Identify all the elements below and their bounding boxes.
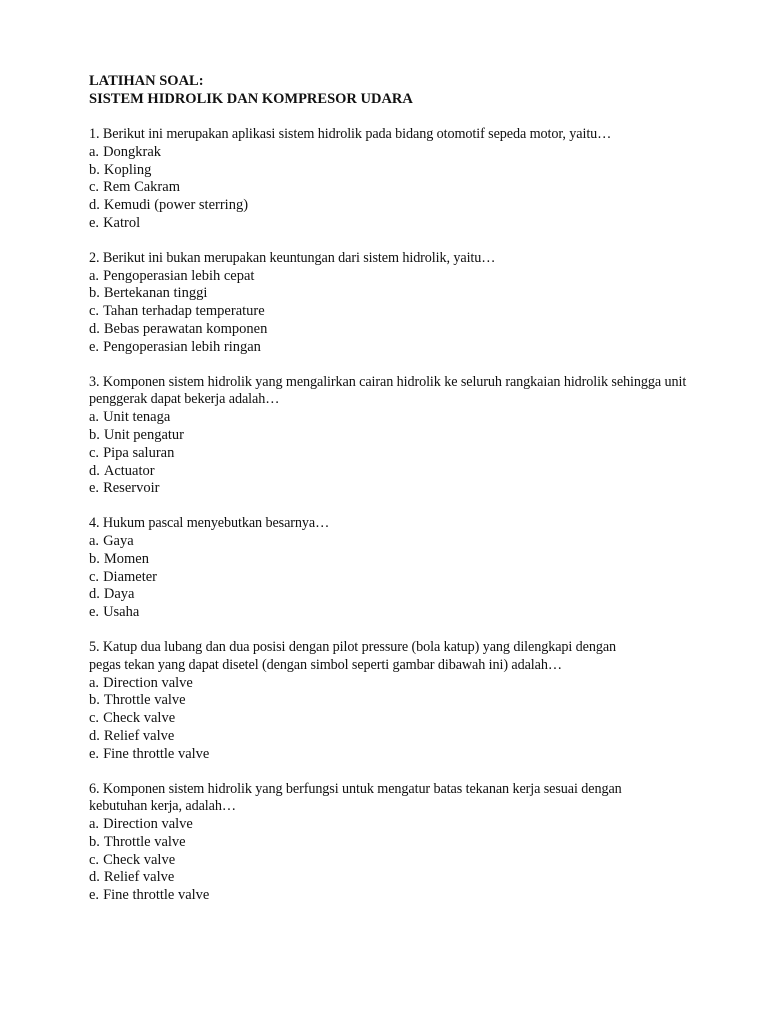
option-letter: c. xyxy=(89,851,100,868)
option-text: Relief valve xyxy=(103,869,175,886)
option-text: Rem Cakram xyxy=(103,179,180,196)
option-letter: b. xyxy=(89,833,100,850)
option-text: Gaya xyxy=(103,532,134,549)
option-text: Usaha xyxy=(103,604,140,621)
question-6-option-d xyxy=(89,869,729,887)
question-1-text: 1. Berikut ini merupakan aplikasi sistem hidrolik pada bidang otomotif sepeda motor, yaitu… xyxy=(89,126,612,142)
question-1-option-c xyxy=(89,179,729,197)
option-text: Katrol xyxy=(103,214,141,231)
question-2-text: 2. Berikut ini bukan merupakan keuntungan dari sistem hidrolik, yaitu… xyxy=(89,249,496,266)
option-letter: b. xyxy=(89,161,100,178)
option-letter: b. xyxy=(89,426,100,443)
option-text: Fine throttle valve xyxy=(103,887,210,904)
option-letter: d. xyxy=(89,586,100,603)
option-text: Kemudi (power sterring) xyxy=(103,197,249,214)
option-letter: e. xyxy=(89,338,100,355)
option-text: Daya xyxy=(103,586,135,603)
option-letter: a. xyxy=(89,267,100,284)
question-4-option-c xyxy=(89,569,729,587)
option-letter: a. xyxy=(89,143,100,160)
option-letter: e. xyxy=(89,480,100,497)
document-title-line-2: SISTEM HIDROLIK DAN KOMPRESOR UDARA xyxy=(89,91,413,107)
option-letter: e. xyxy=(89,214,100,231)
question-6-text: 6. Komponen sistem hidrolik yang berfungsi untuk mengatur batas tekanan kerja sesuai dengan kebutuhan kerja, adalah… xyxy=(89,780,622,815)
option-text: Relief valve xyxy=(103,727,175,744)
option-text: Unit pengatur xyxy=(103,426,185,443)
option-letter: c. xyxy=(89,444,100,461)
question-1 xyxy=(89,126,729,233)
question-3-option-b xyxy=(89,427,729,445)
option-text: Kopling xyxy=(103,161,152,178)
option-text: Actuator xyxy=(103,462,155,479)
option-letter: c. xyxy=(89,568,100,585)
option-text: Direction valve xyxy=(103,816,193,833)
question-2-option-a xyxy=(89,268,729,286)
question-3-option-c xyxy=(89,445,729,463)
option-text: Unit tenaga xyxy=(103,409,171,426)
option-letter: e. xyxy=(89,604,100,621)
option-letter: e. xyxy=(89,745,100,762)
question-2-option-e xyxy=(89,339,729,357)
option-letter: b. xyxy=(89,285,100,302)
question-4-option-b xyxy=(89,551,729,569)
option-text: Reservoir xyxy=(103,480,160,497)
question-4-text: 4. Hukum pascal menyebutkan besarnya… xyxy=(89,515,330,532)
option-letter: d. xyxy=(89,197,100,214)
question-5-option-e xyxy=(89,746,729,764)
question-5 xyxy=(89,639,729,764)
question-2-option-d xyxy=(89,321,729,339)
option-text: Check valve xyxy=(103,710,176,727)
option-text: Throttle valve xyxy=(103,833,186,850)
question-4 xyxy=(89,515,729,622)
option-text: Throttle valve xyxy=(103,692,186,709)
option-letter: a. xyxy=(89,409,100,426)
option-letter: a. xyxy=(89,674,100,691)
option-letter: b. xyxy=(89,550,100,567)
option-text: Check valve xyxy=(103,851,176,868)
option-text: Pipa saluran xyxy=(103,444,175,461)
option-text: Momen xyxy=(103,550,149,567)
question-4-option-d xyxy=(89,586,729,604)
option-letter: d. xyxy=(89,462,100,479)
option-letter: e. xyxy=(89,887,100,904)
option-text: Direction valve xyxy=(103,674,193,691)
question-6-option-c xyxy=(89,852,729,870)
question-6-option-b xyxy=(89,834,729,852)
question-3-text: 3. Komponen sistem hidrolik yang mengalirkan cairan hidrolik ke seluruh rangkaian hidrolik sehingga unit penggerak dapat bekerja adalah… xyxy=(89,373,687,408)
option-letter: a. xyxy=(89,532,100,549)
option-letter: c. xyxy=(89,303,100,320)
option-letter: a. xyxy=(89,816,100,833)
question-5-option-c xyxy=(89,710,729,728)
document-title-line-1: LATIHAN SOAL: xyxy=(89,73,204,89)
question-2 xyxy=(89,250,729,357)
question-6-option-a xyxy=(89,816,729,834)
question-4-option-e xyxy=(89,604,729,622)
question-2-option-b xyxy=(89,285,729,303)
question-4-option-a xyxy=(89,533,729,551)
option-text: Bertekanan tinggi xyxy=(103,285,208,302)
question-5-text: 5. Katup dua lubang dan dua posisi dengan pilot pressure (bola katup) yang dilengkapi dengan pegas tekan yang dapat disetel (dengan simbol seperti gambar dibawah ini) adalah… xyxy=(89,638,617,673)
question-3 xyxy=(89,374,729,499)
question-2-option-c xyxy=(89,303,729,321)
option-text: Bebas perawatan komponen xyxy=(103,320,268,337)
option-letter: d. xyxy=(89,320,100,337)
question-1-option-a xyxy=(89,144,729,162)
question-6-option-e xyxy=(89,887,729,905)
document-page xyxy=(89,72,729,905)
question-5-option-d xyxy=(89,728,729,746)
option-text: Tahan terhadap temperature xyxy=(103,303,265,320)
option-text: Fine throttle valve xyxy=(103,745,210,762)
option-letter: c. xyxy=(89,710,100,727)
question-1-option-d xyxy=(89,197,729,215)
option-text: Diameter xyxy=(103,568,158,585)
question-3-option-e xyxy=(89,480,729,498)
question-3-option-a xyxy=(89,409,729,427)
question-6 xyxy=(89,781,729,906)
option-letter: c. xyxy=(89,179,100,196)
option-letter: d. xyxy=(89,727,100,744)
question-5-option-a xyxy=(89,675,729,693)
question-1-option-e xyxy=(89,215,729,233)
option-text: Pengoperasian lebih ringan xyxy=(103,338,261,355)
option-letter: b. xyxy=(89,692,100,709)
option-text: Pengoperasian lebih cepat xyxy=(103,267,255,284)
question-5-option-b xyxy=(89,692,729,710)
option-letter: d. xyxy=(89,869,100,886)
option-text: Dongkrak xyxy=(103,143,162,160)
question-1-option-b xyxy=(89,162,729,180)
question-3-option-d xyxy=(89,463,729,481)
